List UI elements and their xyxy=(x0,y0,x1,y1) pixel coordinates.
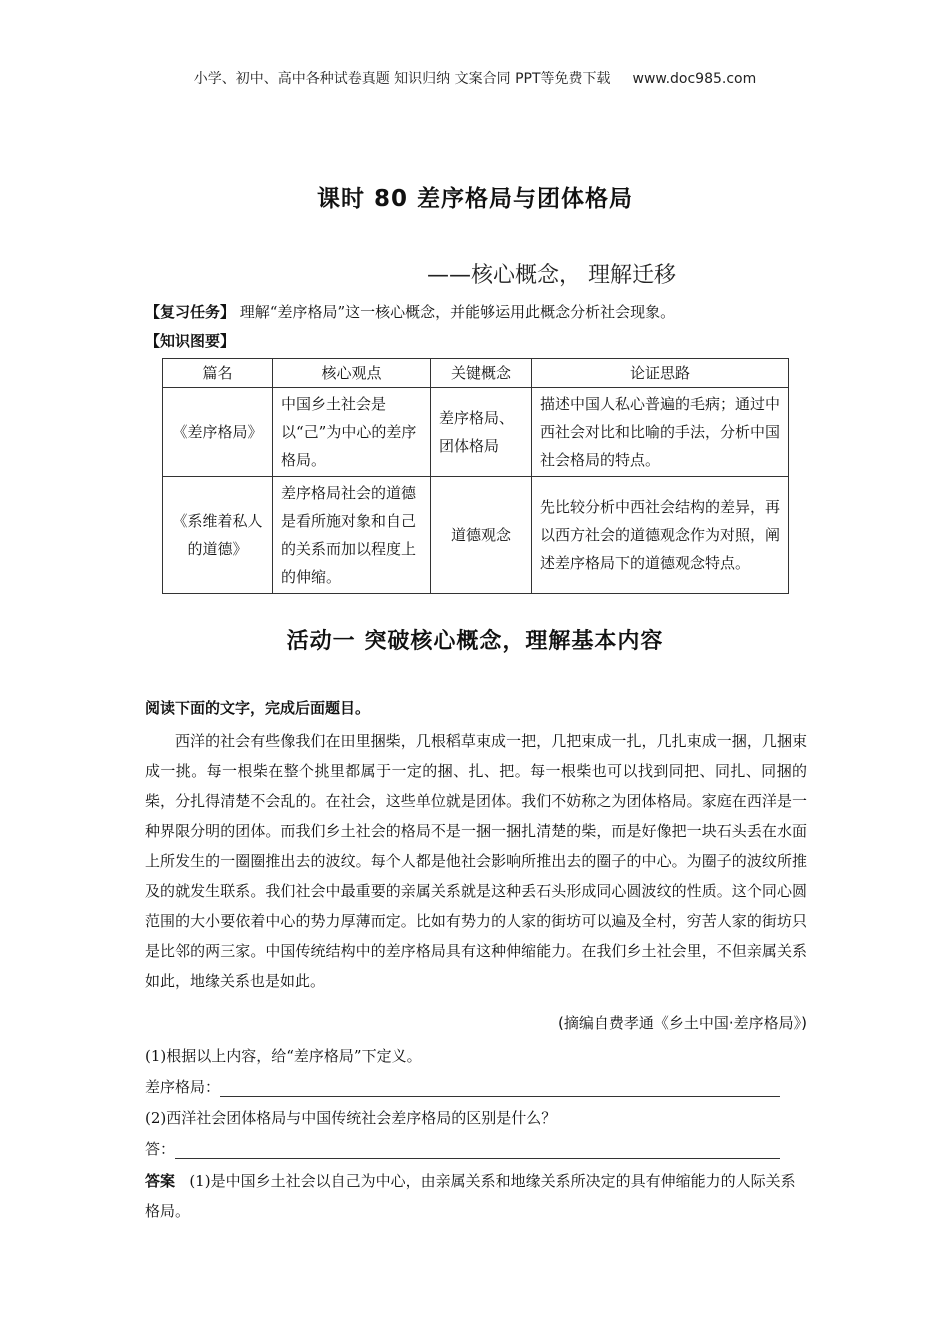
question-2-blank[interactable] xyxy=(175,1142,780,1159)
page-title: 课时 80 差序格局与团体格局 xyxy=(316,186,634,212)
table-cell: 差序格局、团体格局 xyxy=(431,388,532,477)
page-header xyxy=(0,68,950,88)
table-header-cell: 核心观点 xyxy=(273,359,431,388)
activity-title: 活动一 突破核心概念，理解基本内容 xyxy=(286,629,664,654)
table-cell: 中国乡土社会是以“己”为中心的差序格局。 xyxy=(273,388,431,477)
table-cell: 差序格局社会的道德是看所施对象和自己的关系而加以程度上的伸缩。 xyxy=(273,477,431,594)
table-cell: 描述中国人私心普遍的毛病；通过中西社会对比和比喻的手法，分析中国社会格局的特点。 xyxy=(532,388,789,477)
table-cell: 先比较分析中西社会结构的差异，再以西方社会的道德观念作为对照，阐述差序格局下的道德观念特点。 xyxy=(532,477,789,594)
table-header-row xyxy=(163,359,789,388)
header-site-link[interactable]: www.doc985.com xyxy=(632,71,757,87)
knowledge-label: 【知识图要】 xyxy=(145,332,236,350)
instruction: 阅读下面的文字，完成后面题目。 xyxy=(145,699,371,717)
table-row xyxy=(163,477,789,594)
table-header-cell: 论证思路 xyxy=(532,359,789,388)
table-cell: 道德观念 xyxy=(431,477,532,594)
question-2-answer-row xyxy=(145,1139,780,1159)
table-cell: 《系维着私人的道德》 xyxy=(163,477,273,594)
header-text: 小学、初中、高中各种试卷真题 知识归纳 文案合同 PPT等免费下载 xyxy=(193,71,611,87)
reading-passage: 西洋的社会有些像我们在田里捆柴，几根稻草束成一把，几把束成一扎，几扎束成一捆，几捆束成一挑。每一根柴在整个挑里都属于一定的捆、扎、把。每一根柴也可以找到同把、同扎、同捆的柴，分扎得清楚不会乱的。在社会，这些单位就是团体。我们不妨称之为团体格局。家庭在西洋是一种界限分明的团体。而我们乡土社会的格局不是一捆一捆扎清楚的柴，而是好像把一块石头丢在水面上所发生的一圈圈推出去的波纹。每个人都是他社会影响所推出去的圈子的中心。为圈子的波纹所推及的就发生联系。我们社会中最重要的亲属关系就是这种丢石头形成同心圆波纹的性质。这个同心圆范围的大小要依着中心的势力厚薄而定。比如有势力的人家的街坊可以遍及全村，穷苦人家的街坊只是比邻的两三家。中国传统结构中的差序格局具有这种伸缩能力。在我们乡土社会里，不但亲属关系如此，地缘关系也是如此。 xyxy=(145,732,807,990)
table-header-cell: 篇名 xyxy=(163,359,273,388)
table-row xyxy=(163,388,789,477)
question-2: (2)西洋社会团体格局与中国传统社会差序格局的区别是什么？ xyxy=(145,1109,557,1127)
review-task xyxy=(145,302,675,322)
question-1: (1)根据以上内容，给“差序格局”下定义。 xyxy=(145,1047,422,1065)
knowledge-table xyxy=(162,358,789,594)
answer-block xyxy=(145,1166,807,1226)
page-subtitle: ——核心概念， 理解迁移 xyxy=(427,263,676,288)
answer-label: 答案 xyxy=(145,1172,176,1190)
question-1-blank[interactable] xyxy=(220,1080,780,1097)
review-text: 理解“差序格局”这一核心概念，并能够运用此概念分析社会现象。 xyxy=(239,303,676,321)
table-header-cell: 关键概念 xyxy=(431,359,532,388)
answer-text: (1)是中国乡土社会以自己为中心，由亲属关系和地缘关系所决定的具有伸缩能力的人际关系格局。 xyxy=(145,1172,796,1220)
passage-source: (摘编自费孝通《乡土中国·差序格局》) xyxy=(558,1014,807,1032)
question-2-label: 答： xyxy=(145,1140,176,1158)
question-1-answer-row xyxy=(145,1077,780,1097)
table-cell: 《差序格局》 xyxy=(163,388,273,477)
review-label: 【复习任务】 xyxy=(145,303,236,321)
question-1-label: 差序格局： xyxy=(145,1078,221,1096)
